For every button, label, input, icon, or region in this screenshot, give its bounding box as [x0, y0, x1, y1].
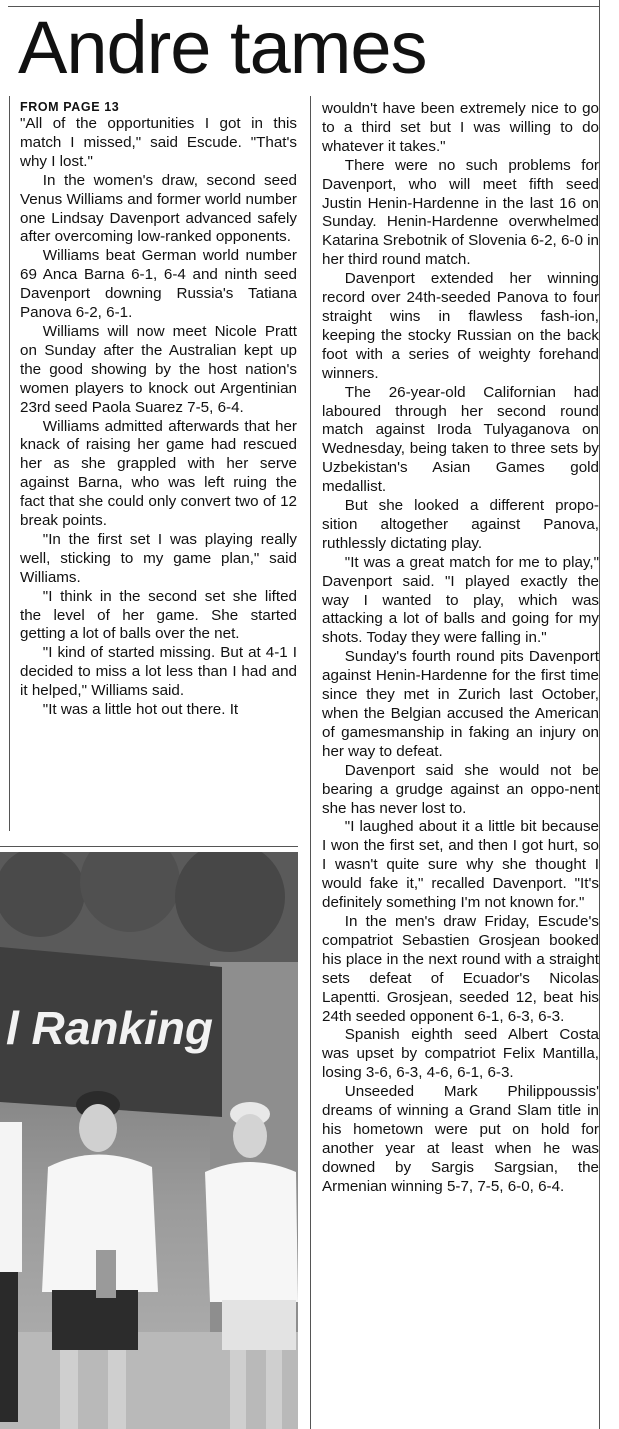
paragraph: "I kind of started missing. But at 4-1 I decided to miss a lot less than I had and it helped," Williams said.: [20, 644, 297, 700]
photo-player2-shirt: [205, 1162, 298, 1302]
paragraph: There were no such problems for Davenport, who will meet fifth seed Justin Henin-Hardenne in the last 16 on Sunday. Henin-Hardenne overwhelmed Katarina Srebotnik of Slovenia 6-2, 6-0 in her third round match.: [322, 156, 599, 269]
photo-figure-left: [0, 1122, 22, 1272]
paragraph: The 26-year-old Californian had laboured through her second round match against Iroda Tulyaganova on Wednesday, being taken to three sets by Uzbekistan's Asian Games gold medallist.: [322, 383, 599, 496]
paragraph: wouldn't have been extremely nice to go to a third set but I was willing to do whatever it takes.": [322, 100, 599, 155]
paragraph: In the women's draw, second seed Venus Williams and former world number one Lindsay Davenport advanced safely after overcoming low-ranked opponents.: [20, 171, 297, 246]
paragraph: Davenport extended her winning record over 24th-seeded Panova to four straight wins in flawless fash-ion, keeping the stocky Russian on the back foot with a series of weighty forehand winners.: [322, 270, 599, 382]
column-rule-middle: [310, 96, 311, 1429]
news-photo: [0, 852, 298, 1429]
paragraph: "In the first set I was playing really well, sticking to my game plan," said Williams.: [20, 530, 297, 586]
paragraph: "It was a little hot out there. It: [42, 701, 239, 719]
article-column-right: [322, 100, 599, 1197]
paragraph: In the men's draw Friday, Escude's compatriot Sebastien Grosjean booked his place in the next round with a straight sets defeat of Ecuador's Nicolas Lapentti. Grosjean, seeded 12, beat his 24th seeded opponent 6-1, 6-3, 6-3.: [322, 912, 599, 1025]
paragraph: Spanish eighth seed Albert Costa was upset by compatriot Felix Mantilla, losing 3-6, 6-3, 4-6, 6-1, 6-3.: [322, 1026, 599, 1082]
paragraph: Unseeded Mark Philippoussis' dreams of winning a Grand Slam title in his hometown were put on hold for another year at least when he was downed by Sargis Sargsian, the Armenian winning 5-7, 7-5, 6-0, 6-4.: [322, 1083, 599, 1195]
paragraph: "It was a great match for me to play," Davenport said. "I played exactly the way I wanted to play, which was attacking a lot of balls and going for my shots. Today they were falling in.": [322, 553, 599, 647]
paragraph: But she looked a different propo-sition altogether against Panova, ruthlessly dictating play.: [322, 497, 599, 552]
column-rule-left: [9, 96, 10, 831]
paragraph: "I think in the second set she lifted the level of her game. She started getting a lot of balls over the net.: [20, 587, 297, 643]
paragraph: Williams admitted afterwards that her knack of raising her game had rescued her as she grappled with her serve against Barna, who was left ruing the fact that she could only convert two of 12 break points.: [20, 417, 297, 530]
headline: Andre tames: [18, 6, 427, 89]
photo-banner-text: l Ranking: [6, 1002, 214, 1054]
photo-top-rule: [0, 846, 298, 847]
paragraph: Sunday's fourth round pits Davenport against Henin-Hardenne for the first time since they met in Zurich last October, when the Belgian accused the American of gamesmanship in faking an injury on her way to defeat.: [322, 648, 599, 760]
article-column-left: [20, 100, 297, 720]
paragraph: "I laughed about it a little bit because I won the first set, and then I got hurt, so I wasn't quite sure why she thought I would fake it," recalled Davenport. "It's definitely something I'm not known for.": [322, 818, 599, 912]
paragraph: Davenport said she would not be bearing a grudge against an oppo-nent she has never lost to.: [322, 761, 599, 817]
paragraph: "All of the opportunities I got in this match I missed," said Escude. "That's why I lost.": [20, 115, 297, 170]
photo-player-face: [79, 1104, 117, 1152]
photo-trophy: [96, 1250, 116, 1298]
column-rule-right: [599, 0, 600, 1429]
paragraph: Williams beat German world number 69 Anca Barna 6-1, 6-4 and ninth seed Davenport downing Russia's Tatiana Panova 6-2, 6-1.: [20, 247, 297, 322]
photo-illustration: [0, 852, 298, 1429]
kicker: FROM PAGE 13: [20, 100, 120, 114]
photo-player2-face: [233, 1114, 267, 1158]
photo-player-shorts: [52, 1290, 138, 1350]
paragraph: Williams will now meet Nicole Pratt on Sunday after the Australian kept up the good showing by the host nation's women players to knock out Argentinian 23rd seed Paola Suarez 7-5, 6-4.: [20, 322, 297, 416]
